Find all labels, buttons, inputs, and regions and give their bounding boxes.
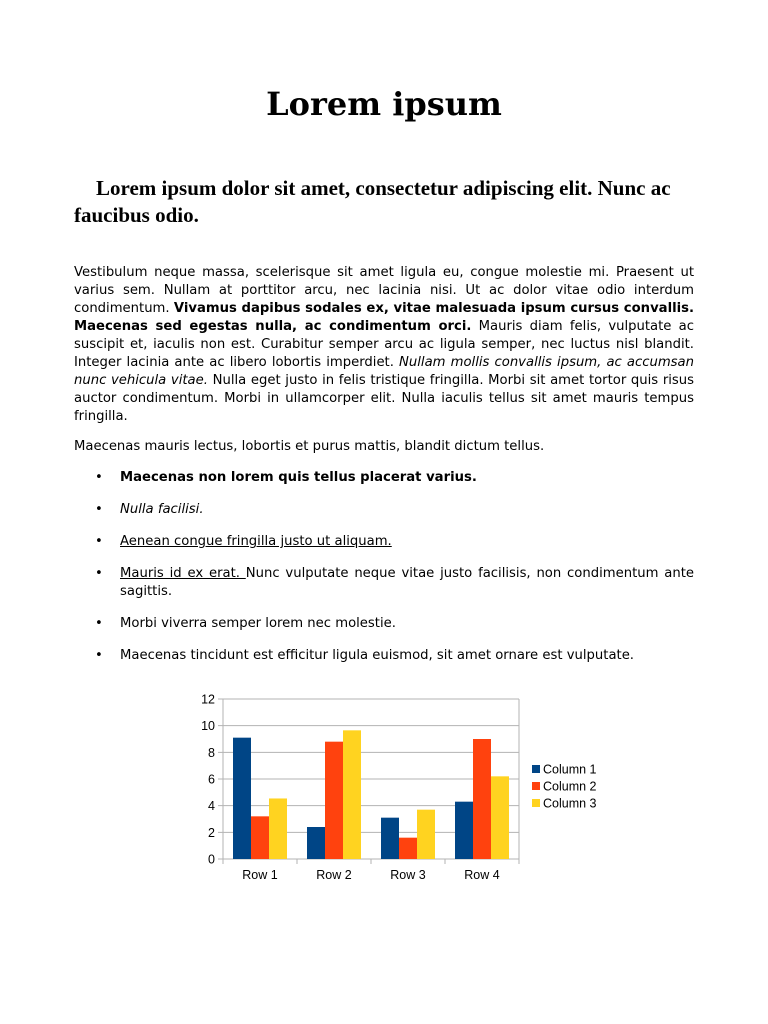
- bullet-icon: •: [95, 648, 103, 663]
- bar-column-2-row-1: [251, 816, 269, 859]
- bullet-text-4-underlined: Mauris id ex erat.: [120, 566, 246, 581]
- paragraph-1-italic: Nullam mollis convallis ipsum, ac accumsan nunc vehicula vitae.: [74, 355, 694, 388]
- list-item: [74, 565, 694, 601]
- y-tick-label: 4: [208, 799, 215, 814]
- paragraph-1-text-b: Mauris diam felis, vulputate ac suscipit et, iaculis non est. Curabitur semper arcu ac ligula semper, nec luctus nisl blandit. Integer lacinia ante ac libero lobortis imperdiet.: [74, 319, 695, 370]
- legend-label: Column 2: [543, 779, 597, 794]
- x-tick-label: Row 1: [242, 868, 278, 882]
- bar-column-2-row-4: [473, 739, 491, 859]
- bar-column-1-row-1: [233, 738, 251, 859]
- bullet-text-3: Aenean congue fringilla justo ut aliquam.: [120, 534, 392, 549]
- bar-column-2-row-3: [399, 838, 417, 859]
- list-item: [74, 533, 694, 551]
- legend-swatch: [532, 799, 540, 807]
- x-tick-label: Row 3: [390, 868, 426, 882]
- bullet-icon: •: [95, 616, 103, 631]
- list-item: [74, 647, 694, 665]
- bar-column-3-row-3: [417, 810, 435, 859]
- paragraph-2: Maecenas mauris lectus, lobortis et purus mattis, blandit dictum tellus.: [74, 439, 545, 454]
- bar-column-1-row-3: [381, 818, 399, 859]
- paragraph-1-bold: Vivamus dapibus sodales ex, vitae malesuada ipsum cursus convallis. Maecenas sed egestas nulla, ac condimentum orci.: [74, 301, 694, 334]
- legend-label: Column 3: [543, 796, 597, 811]
- paragraph-1: [74, 264, 694, 426]
- subtitle-text: Lorem ipsum dolor sit amet, consectetur adipiscing elit. Nunc ac faucibus odio.: [74, 176, 671, 227]
- chart-canvas: [190, 688, 610, 888]
- y-tick-label: 6: [208, 772, 215, 787]
- paragraph-1-text-c: Nulla eget justo in felis tristique fringilla. Morbi sit amet tortor quis risus auctor condimentum. Morbi in ullamcorper elit. Nulla iaculis tellus sit amet mauris tempus fringilla.: [74, 373, 695, 424]
- document-title: Lorem ipsum: [266, 85, 502, 123]
- y-tick-label: 10: [201, 719, 215, 734]
- y-tick-label: 12: [201, 692, 215, 707]
- bullet-list: [74, 469, 694, 679]
- bar-column-1-row-2: [307, 827, 325, 859]
- list-item: [74, 615, 694, 633]
- bullet-text-2: Nulla facilisi.: [120, 502, 204, 517]
- bullet-text-6: Maecenas tincidunt est efficitur ligula euismod, sit amet ornare est vulputate.: [120, 648, 634, 663]
- legend-label: Column 1: [543, 762, 597, 777]
- bullet-text-4-rest: Nunc vulputate neque vitae justo facilisis, non condimentum ante sagittis.: [120, 566, 694, 599]
- bullet-icon: •: [95, 566, 103, 581]
- bar-column-3-row-1: [269, 798, 287, 859]
- y-tick-label: 2: [208, 825, 215, 840]
- bullet-text-1: Maecenas non lorem quis tellus placerat varius.: [120, 470, 477, 485]
- bullet-icon: •: [95, 534, 103, 549]
- y-tick-label: 8: [208, 745, 215, 760]
- legend-swatch: [532, 782, 540, 790]
- bar-column-3-row-2: [343, 730, 361, 859]
- bullet-text-5: Morbi viverra semper lorem nec molestie.: [120, 616, 396, 631]
- paragraph-1-text-a: Vestibulum neque massa, scelerisque sit amet ligula eu, congue molestie mi. Praesent ut varius sem. Nullam at porttitor arcu, nec lacinia nisi. Ut ac dolor vitae odio interdum condimentum.: [74, 265, 694, 316]
- list-item: [74, 469, 694, 487]
- list-item: [74, 501, 694, 519]
- bullet-icon: •: [95, 502, 103, 517]
- y-tick-label: 0: [208, 852, 215, 867]
- bar-chart: [190, 688, 610, 888]
- bar-column-2-row-2: [325, 742, 343, 859]
- bar-column-3-row-4: [491, 776, 509, 859]
- document-subtitle: [74, 175, 694, 229]
- legend-swatch: [532, 765, 540, 773]
- bullet-icon: •: [95, 470, 103, 485]
- bar-column-1-row-4: [455, 802, 473, 859]
- x-tick-label: Row 4: [464, 868, 500, 882]
- x-tick-label: Row 2: [316, 868, 352, 882]
